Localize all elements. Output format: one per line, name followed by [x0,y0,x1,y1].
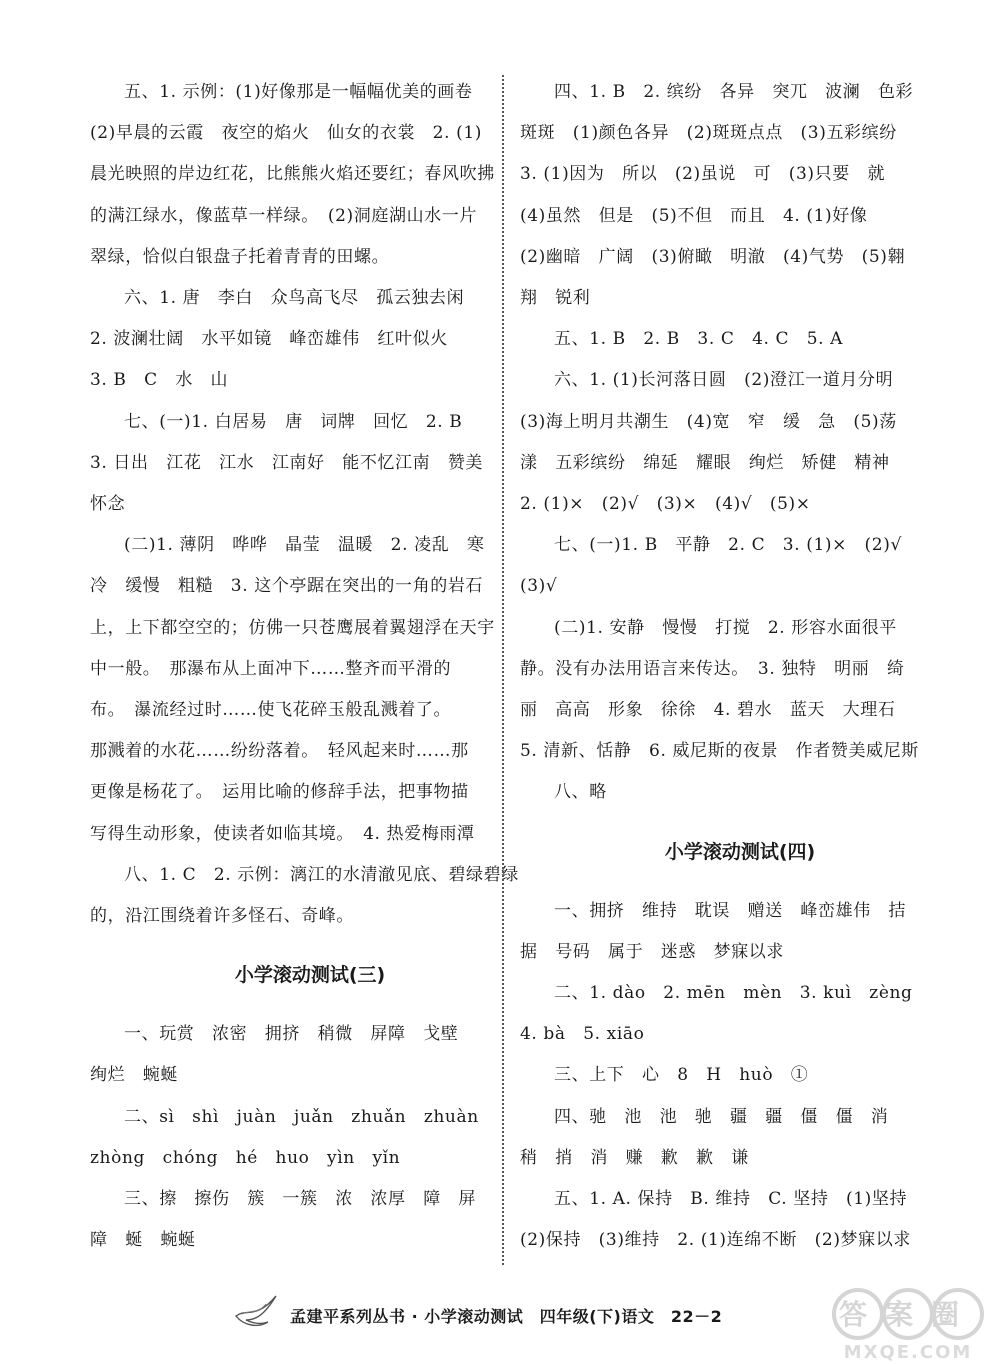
right-answers-part2 [520,891,960,1262]
answer-line: 三、擦 擦伤 簇 一簇 浓 浓厚 障 屏 [124,1189,476,1210]
answer-line: (二)1. 薄阴 哗哗 晶莹 温暖 2. 凌乱 寒 [124,535,485,556]
swallow-logo-icon [232,1290,280,1328]
answer-line: 障 蜒 蜿蜒 [90,1230,196,1251]
answer-line: 静。没有办法用语言来传达。 3. 独特 明丽 绮 [520,658,905,679]
watermark-text: 答案圈 [838,1298,978,1331]
answer-line: 五、1. A. 保持 B. 维持 C. 坚持 (1)坚持 [554,1189,908,1210]
answer-line: 一、拥挤 维持 耽误 赠送 峰峦雄伟 拮 [554,900,906,921]
answer-line: (3)海上明月共潮生 (4)宽 窄 缓 急 (5)荡 [520,411,897,432]
answer-line: 丽 高高 形象 徐徐 4. 碧水 蓝天 大理石 [520,700,896,721]
answer-line: 怀念 [90,494,126,515]
watermark-logo-icon [828,1278,998,1364]
answer-line: 3. B C 水 山 [90,370,229,391]
answer-line: 二、1. dào 2. mēn mèn 3. kuì zèng [554,983,913,1004]
answer-line: zhòng chóng hé huo yìn yǐn [90,1147,401,1168]
right-answers-part1 [520,72,960,814]
answer-line: 的满江绿水，像蓝草一样绿。 (2)洞庭湖山水一片 [90,205,477,226]
answer-line: 那溅着的水花……纷纷落着。 轻风起来时……那 [90,741,469,762]
answer-line: 4. bà 5. xiāo [520,1024,645,1045]
section-title-test-3: 小学滚动测试(三) [234,964,386,987]
answer-line: 的，沿江围绕着许多怪石、奇峰。 [90,906,354,927]
answer-line: 翔 锐利 [520,288,591,309]
answer-line: 四、驰 池 池 驰 疆 疆 僵 僵 消 [554,1106,889,1127]
answer-line: 五、1. B 2. B 3. C 4. C 5. A [554,329,843,350]
answer-line: 写得生动形象，使读者如临其境。 4. 热爱梅雨潭 [90,823,475,844]
answer-line: (2)幽暗 广阔 (3)俯瞰 明澈 (4)气势 (5)翱 [520,246,906,267]
answer-line: (3)√ [520,576,558,597]
answer-line: 四、1. B 2. 缤纷 各异 突兀 波澜 色彩 [554,82,914,102]
answer-line: 一、玩赏 浓密 拥挤 稍微 屏障 戈壁 [124,1024,459,1045]
answer-line: 中一般。 那瀑布从上面冲下……整齐而平滑的 [90,658,452,679]
answer-line: 稍 捎 消 赚 歉 歉 谦 [520,1147,749,1168]
column-divider [502,75,504,1265]
answer-line: (4)虽然 但是 (5)不但 而且 4. (1)好像 [520,205,868,226]
answer-line: 七、(一)1. B 平静 2. C 3. (1)× (2)√ [554,535,902,556]
answer-line: 冷 缓慢 粗糙 3. 这个亭踞在突出的一角的岩石 [90,576,484,597]
answer-line: (2)早晨的云霞 夜空的焰火 仙女的衣裳 2. (1) [90,123,482,144]
answer-line: 二、sì shì juàn juǎn zhuǎn zhuàn [124,1106,479,1127]
left-answers-part2 [90,1014,530,1261]
left-answers-part1 [90,72,530,937]
answer-line: 五、1. 示例：(1)好像那是一幅幅优美的画卷 [124,82,473,102]
answer-line: 布。 瀑流经过时……使飞花碎玉般乱溅着了。 [90,700,452,721]
answer-line: 更像是杨花了。 运用比喻的修辞手法，把事物描 [90,782,469,803]
section-title-test-4: 小学滚动测试(四) [664,840,816,863]
answer-line: 绚烂 蜿蜒 [90,1065,178,1086]
answer-line: 翠绿，恰似白银盘子托着青青的田螺。 [90,246,390,267]
answer-line: 斑斑 (1)颜色各异 (2)斑斑点点 (3)五彩缤纷 [520,123,897,144]
answer-line: 2. (1)× (2)√ (3)× (4)√ (5)× [520,494,811,515]
watermark-subtext: MXQE.COM [843,1342,973,1363]
page-footer: 孟建平系列丛书 · 小学滚动测试 四年级(下)语文 22－2 [290,1307,723,1326]
answer-line: 六、1. (1)长河落日圆 (2)澄江一道月分明 [554,370,894,391]
answer-line: 5. 清新、恬静 6. 威尼斯的夜景 作者赞美威尼斯 [520,741,919,762]
answer-line: 3. 日出 江花 江水 江南好 能不忆江南 赞美 [90,452,484,473]
left-column [90,72,530,1261]
answer-line: 据 号码 属于 迷惑 梦寐以求 [520,941,784,962]
answer-line: 晨光映照的岸边红花，比熊熊火焰还要红；春风吹拂 [90,164,495,185]
right-column [520,72,960,1261]
answer-line: 3. (1)因为 所以 (2)虽说 可 (3)只要 就 [520,164,886,185]
answer-line: 2. 波澜壮阔 水平如镜 峰峦雄伟 红叶似火 [90,329,448,350]
answer-line: 七、(一)1. 白居易 唐 词牌 回忆 2. B [124,411,463,432]
answer-line: 漾 五彩缤纷 绵延 耀眼 绚烂 矫健 精神 [520,452,890,473]
answer-line: 八、1. C 2. 示例：漓江的水清澈见底、碧绿碧绿 [124,864,519,885]
answer-line: (二)1. 安静 慢慢 打搅 2. 形容水面很平 [554,617,897,638]
answer-line: 八、略 [554,782,607,803]
answer-line: 六、1. 唐 李白 众鸟高飞尽 孤云独去闲 [124,288,465,309]
answer-line: (2)保持 (3)维持 2. (1)连绵不断 (2)梦寐以求 [520,1230,911,1251]
answer-line: 三、上下 心 8 H huò ① [554,1065,809,1086]
answer-line: 上，上下都空空的；仿佛一只苍鹰展着翼翅浮在天宇 [90,617,495,638]
